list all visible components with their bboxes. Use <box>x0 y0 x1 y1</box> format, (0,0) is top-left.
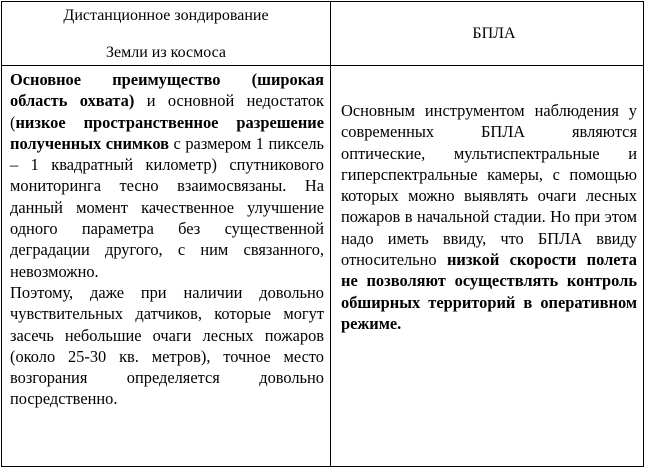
right-paragraph <box>341 100 637 334</box>
header-left-line-1: Дистанционное зондирование <box>63 7 269 24</box>
left-paragraph-2: Поэтому, даже при наличии довольно чувствительных датчиков, которые могут засечь небольшие очаги лесных пожаров (около 25-30 кв. метров), точное место возгорания определяется довольно посредственно. <box>10 282 324 409</box>
left-text-1: и основной недостаток ( <box>10 91 324 132</box>
table-body-row <box>2 66 644 467</box>
cell-remote-sensing-description <box>2 66 331 467</box>
cell-uav-description <box>331 66 644 467</box>
header-right-label: БПЛА <box>472 24 516 42</box>
comparison-table <box>1 1 644 467</box>
left-bold-drawback: низкое пространственное разрешение полученных снимков <box>10 112 324 153</box>
right-bold-limitation: низкой скорости полета не позволяют осуществлять контроль обширных территорий в оперативном режиме. <box>341 250 637 333</box>
header-left-line-2: Земли из космоса <box>105 44 227 61</box>
left-bold-advantage: Основное преимущество (широкая область охвата) <box>10 70 324 111</box>
left-paragraph-1 <box>10 69 324 282</box>
left-text-2: с размером 1 пиксель – 1 квадратный километр) спутникового мониторинга тесно взаимосвязаны. На данный момент качественное улучшение одного параметра без существенной деградации другого, с ним связанного, невозможно. <box>10 133 324 281</box>
header-cell-uav <box>331 2 644 66</box>
right-text-1: Основным инструментом наблюдения у современных БПЛА являются оптические, мультиспектральные и гиперспектральные камеры, с помощью которых можно выявлять очаги лесных пожаров в начальной стадии. Но при этом надо иметь ввиду, что БПЛА ввиду относительно <box>341 101 637 270</box>
table-header-row <box>2 2 644 66</box>
header-cell-remote-sensing <box>2 2 331 66</box>
